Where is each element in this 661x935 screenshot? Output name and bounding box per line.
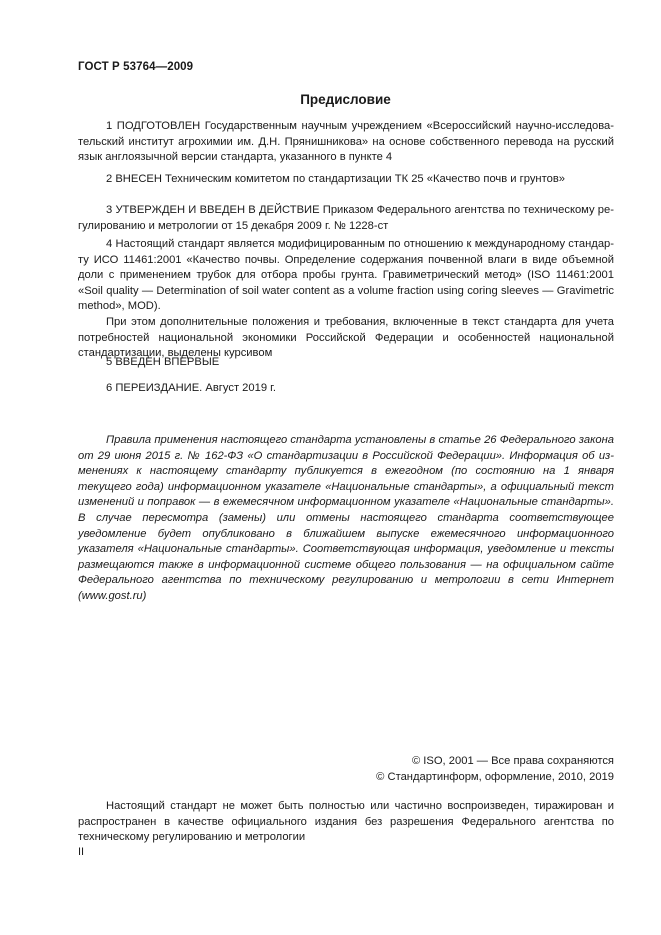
page-number: II bbox=[78, 846, 85, 858]
preface-item-6 bbox=[78, 381, 614, 397]
preface-item-3 bbox=[78, 203, 614, 234]
preface-text-1: 1 ПОДГОТОВЛЕН Государственным научным учреждением «Всероссийский научно-исследовательский институт агрохимии им. Д.Н. Прянишникова» на основе собственного перевода на русский язык англоязычной версии стандарта, указанного в пункте 4 bbox=[78, 120, 614, 164]
preface-text-6: 6 ПЕРЕИЗДАНИЕ. Август 2019 г. bbox=[106, 382, 276, 394]
rules-text: Правила применения настоящего стандарта установлены в статье 26 Федерального закона от 29 июня 2015 г. № 162-ФЗ «О стандартизации в Российской Федерации». Информация об изменениях к настоящему стандарту публикуется в ежегодном (по состоянию на 1 января текущего года) информационном указателе «Национальные стандарты», а официальный текст изменений и поправок — в ежемесячном информационном указателе «Национальные стандарты». В случае пересмотра (замены) или отмены настоящего стандарта соответствующее уведомление будет опубликовано в ближайшем выпуске ежемесячного информационного указателя «Национальные стандарты». Соответствующая информация, уведомление и тексты размещаются также в информационной системе общего пользования — на официальном сайте Федерального агентства по техническому регулированию и метрологии в сети Интернет (www.gost.ru) bbox=[78, 434, 614, 602]
page-title: Предисловие bbox=[300, 92, 391, 107]
preface-text-4: 4 Настоящий стандарт является модифицированным по отношению к международному стандарту ИСО 11461:2001 «Качество почвы. Определение содержания почвенной влаги в виде объемной доли с применением трубок для отбора пробы грунта. Гравиметрический метод» (ISO 11461:2001 «Soil quality — Determination of soil water content as a volume fraction using coring sleeves — Gravimetric method», MOD). bbox=[78, 238, 614, 313]
preface-item-1 bbox=[78, 119, 614, 166]
copyright-standartinform: © Стандартинформ, оформление, 2010, 2019 bbox=[376, 770, 614, 783]
reproduction-notice bbox=[78, 799, 614, 846]
preface-item-4 bbox=[78, 237, 614, 362]
preface-text-5: 5 ВВЕДЕН ВПЕРВЫЕ bbox=[106, 356, 220, 368]
standard-code: ГОСТ Р 53764—2009 bbox=[78, 61, 194, 73]
preface-text-4b: При этом дополнительные положения и требования, включенные в текст стандарта для учета потребностей национальной экономики Российской Федерации и особенностей национальной стандартизации, выделены курсивом bbox=[78, 315, 614, 360]
preface-item-2 bbox=[78, 172, 614, 188]
reproduction-text: Настоящий стандарт не может быть полностью или частично воспроизведен, тиражирован и распространен в качестве официального издания без разрешения Федерального агентства по техническому регулированию и метрологии bbox=[78, 800, 614, 844]
copyright-block bbox=[376, 754, 614, 785]
preface-text-2: 2 ВНЕСЕН Техническим комитетом по стандартизации ТК 25 «Качество почв и грунтов» bbox=[106, 173, 565, 185]
copyright-iso: © ISO, 2001 — Все права сохраняются bbox=[411, 755, 614, 767]
preface-text-3: 3 УТВЕРЖДЕН И ВВЕДЕН В ДЕЙСТВИЕ Приказом Федерального агентства по техническому регулированию и метрологии от 15 декабря 2009 г. № 1228-ст bbox=[78, 204, 614, 232]
preface-item-5 bbox=[78, 355, 614, 371]
rules-notice bbox=[78, 433, 614, 605]
